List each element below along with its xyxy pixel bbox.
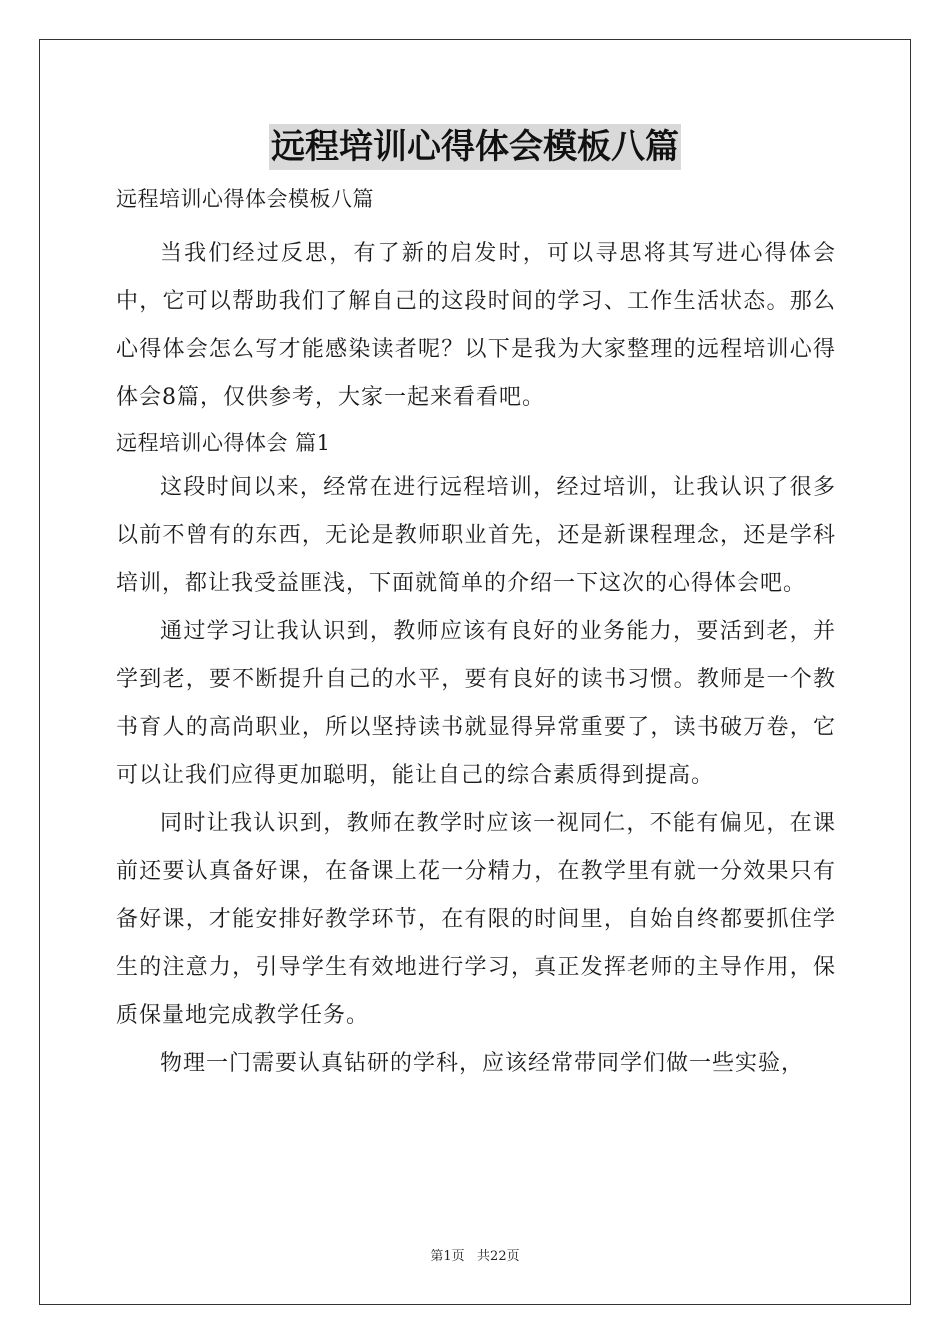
body-paragraph-4: 物理一门需要认真钻研的学科，应该经常带同学们做一些实验， (160, 1051, 805, 1076)
page-footer (0, 1245, 950, 1264)
body-paragraph-3: 同时让我认识到，教师在教学时应该一视同仁，不能有偏见，在课前还要认真备好课，在备课上花一分精力，在教学里有就一分效果只有备好课，才能安排好教学环节，在有限的时间里，自始自终都要抓住学生的注意力，引导学生有效地进行学习，真正发挥老师的主导作用，保质保量地完成教学任务。 (116, 811, 836, 1028)
document-subtitle: 远程培训心得体会模板八篇 (116, 187, 374, 211)
document-body (116, 180, 836, 1088)
page-number: 第1页 共22页 (430, 1249, 520, 1264)
document-title: 远程培训心得体会模板八篇 (269, 124, 681, 170)
intro-paragraph: 当我们经过反思，有了新的启发时，可以寻思将其写进心得体会中，它可以帮助我们了解自己的这段时间的学习、工作生活状态。那么心得体会怎么写才能感染读者呢？以下是我为大家整理的远程培训心得体会8篇，仅供参考，大家一起来看看吧。 (116, 241, 836, 410)
body-paragraph-2: 通过学习让我认识到，教师应该有良好的业务能力，要活到老，并学到老，要不断提升自己的水平，要有良好的读书习惯。教师是一个教书育人的高尚职业，所以坚持读书就显得异常重要了，读书破万卷，它可以让我们应得更加聪明，能让自己的综合素质得到提高。 (116, 619, 836, 788)
body-paragraph-1: 这段时间以来，经常在进行远程培训，经过培训，让我认识了很多以前不曾有的东西，无论是教师职业首先，还是新课程理念，还是学科培训，都让我受益匪浅，下面就简单的介绍一下这次的心得体会吧。 (116, 475, 836, 596)
title-container (0, 124, 950, 170)
section-heading-1: 远程培训心得体会 篇1 (116, 431, 331, 455)
